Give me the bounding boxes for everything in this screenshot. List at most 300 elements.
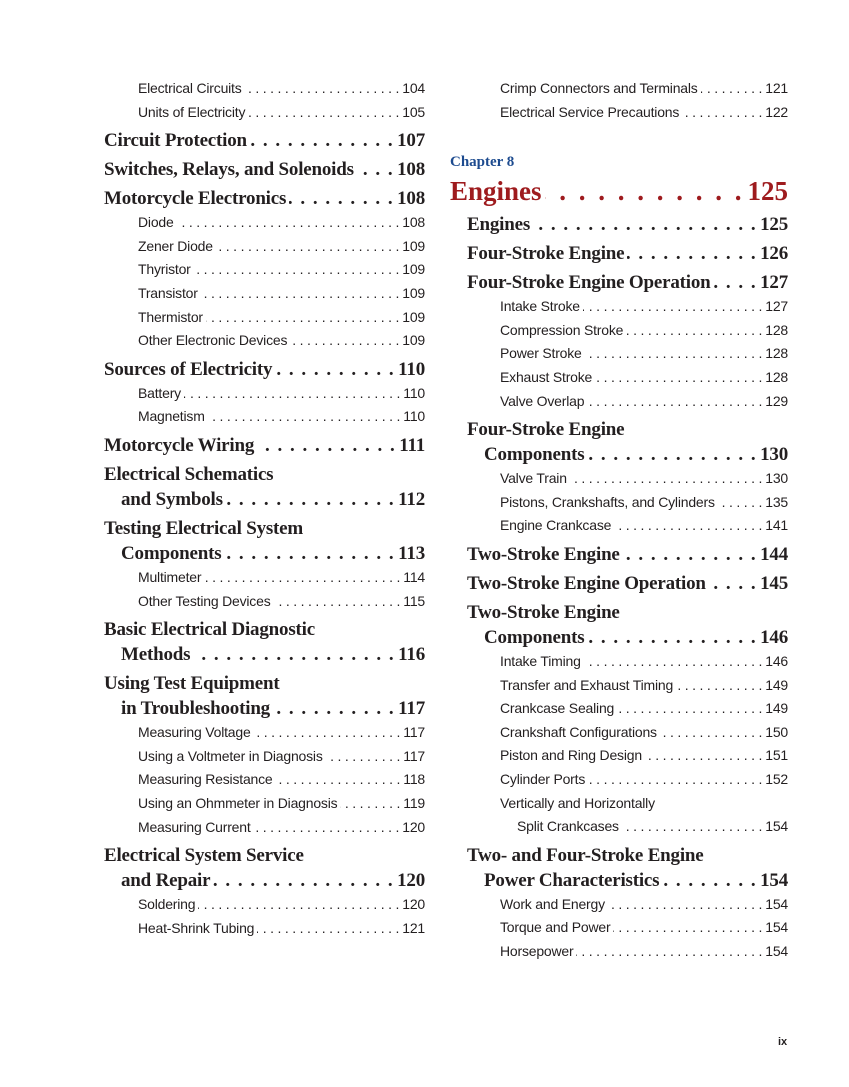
toc-entry-title: Electrical Service Precautions xyxy=(500,103,680,120)
toc-entry-title: Soldering xyxy=(138,896,196,913)
toc-entry-magnetism[interactable] xyxy=(104,405,425,429)
toc-entry-row xyxy=(467,270,788,295)
toc-entry-page: 130 xyxy=(760,444,788,466)
toc-entry-page: 127 xyxy=(765,298,788,315)
toc-entry-row xyxy=(500,893,788,917)
toc-entry-title: Multimeter xyxy=(138,568,202,585)
dot-leader xyxy=(276,768,401,792)
toc-entry-row xyxy=(500,916,788,940)
toc-entry-page: 109 xyxy=(402,237,425,254)
toc-entry-row xyxy=(138,258,425,282)
toc-entry-title-line1: Two-Stroke Engine xyxy=(467,601,620,623)
dot-leader xyxy=(273,696,395,721)
toc-entry-title: Zener Diode xyxy=(138,237,213,254)
dot-leader xyxy=(588,768,762,792)
toc-entry-circuit-protection[interactable] xyxy=(104,128,425,153)
toc-entry-title-line1: Two- and Four-Stroke Engine xyxy=(467,844,704,866)
toc-entry-row xyxy=(500,491,788,515)
toc-entry-page: 128 xyxy=(765,345,788,362)
toc-entry-title: Engines xyxy=(450,176,542,207)
toc-entry-row xyxy=(104,487,425,512)
dot-leader xyxy=(595,366,762,390)
toc-entry-title: in Troubleshooting xyxy=(121,698,270,720)
toc-entry-row xyxy=(467,442,788,467)
dot-leader xyxy=(245,77,400,101)
toc-entry-title: Heat-Shrink Tubing xyxy=(138,919,255,936)
dot-leader xyxy=(587,390,762,414)
dot-leader xyxy=(216,235,399,259)
toc-entry-title: and Repair xyxy=(121,870,211,892)
toc-entry-row xyxy=(500,815,788,839)
toc-entry-row xyxy=(138,211,425,235)
toc-entry-crankcase-sealing[interactable] xyxy=(450,697,788,721)
toc-entry-title: Other Testing Devices xyxy=(138,592,271,609)
toc-entry-row xyxy=(104,696,425,721)
toc-entry-page: 120 xyxy=(397,870,425,892)
toc-entry-title: Horsepower xyxy=(500,942,574,959)
toc-entry-page: 117 xyxy=(403,747,425,764)
toc-entry-switches-relays-and-solenoids[interactable] xyxy=(104,157,425,182)
toc-entry-soldering[interactable] xyxy=(104,893,425,917)
toc-entry-electrical-circuits[interactable] xyxy=(104,77,425,101)
toc-entry-row xyxy=(467,542,788,567)
toc-entry-title-line1: Basic Electrical Diagnostic xyxy=(104,619,315,641)
dot-leader xyxy=(627,241,757,266)
dot-leader xyxy=(570,467,762,491)
dot-leader xyxy=(623,542,757,567)
toc-entry-row xyxy=(104,642,425,667)
toc-entry-row xyxy=(500,940,788,964)
toc-entry-transfer-and-exhaust-timing[interactable] xyxy=(450,674,788,698)
dot-leader xyxy=(248,101,399,125)
toc-entry-title: Cylinder Ports xyxy=(500,770,586,787)
dot-leader xyxy=(257,433,396,458)
toc-entry-title-line1: Vertically and Horizontally xyxy=(500,794,655,811)
toc-entry-row xyxy=(138,101,425,125)
toc-entry-page: 146 xyxy=(765,652,788,669)
toc-entry-other-electronic-devices[interactable] xyxy=(104,329,425,353)
toc-entry-page: 119 xyxy=(403,794,425,811)
toc-entry-cylinder-ports[interactable] xyxy=(450,768,788,792)
toc-entry-page: 109 xyxy=(402,261,425,278)
dot-leader xyxy=(626,319,762,343)
toc-entry-vertically-and-horizontally[interactable] xyxy=(450,792,788,839)
toc-entry-page: 120 xyxy=(402,818,425,835)
toc-entry-title: Transistor xyxy=(138,284,198,301)
toc-entry-page: 128 xyxy=(765,321,788,338)
toc-entry-page: 107 xyxy=(397,130,425,152)
toc-entry-title: Electrical Circuits xyxy=(138,80,242,96)
toc-entry-engines[interactable] xyxy=(450,212,788,237)
toc-entry-title: Switches, Relays, and Solenoids xyxy=(104,159,354,181)
toc-entry-page: 109 xyxy=(402,284,425,301)
toc-entry-row xyxy=(104,433,425,458)
toc-entry-row xyxy=(104,186,425,211)
dot-leader xyxy=(613,916,762,940)
toc-entry-four-stroke-engine[interactable] xyxy=(450,417,788,467)
toc-entry-page: 113 xyxy=(398,542,425,564)
dot-leader xyxy=(290,329,399,353)
toc-entry-measuring-current[interactable] xyxy=(104,816,425,840)
toc-entry-motorcycle-electronics[interactable] xyxy=(104,186,425,211)
toc-entry-title: Work and Energy xyxy=(500,895,605,912)
toc-entry-page: 117 xyxy=(403,724,425,741)
dot-leader xyxy=(660,721,762,745)
dot-leader xyxy=(676,674,762,698)
toc-entry-row xyxy=(138,306,425,330)
toc-entry-page: 149 xyxy=(765,676,788,693)
toc-entry-page: 111 xyxy=(399,434,425,456)
toc-entry-page: 109 xyxy=(402,308,425,325)
dot-leader xyxy=(587,625,757,650)
toc-entry-page: 135 xyxy=(765,493,788,510)
toc-entry-two-and-four-stroke-engine[interactable] xyxy=(450,843,788,893)
dot-leader xyxy=(224,541,395,566)
toc-entry-page: 152 xyxy=(765,770,788,787)
dot-leader xyxy=(194,258,400,282)
toc-entry-work-and-energy[interactable] xyxy=(450,893,788,917)
toc-entry-title: Magnetism xyxy=(138,408,205,425)
toc-entry-title: Methods xyxy=(121,644,191,666)
toc-entry-title: Sources of Electricity xyxy=(104,358,273,380)
toc-entry-row xyxy=(138,405,425,429)
dot-leader xyxy=(275,357,395,382)
toc-entry-sources-of-electricity[interactable] xyxy=(104,357,425,382)
toc-entry-page: 114 xyxy=(403,568,425,585)
page-number: ix xyxy=(778,1036,788,1048)
toc-entry-page: 110 xyxy=(403,408,425,425)
toc-entry-transistor[interactable] xyxy=(104,282,425,306)
toc-entry-engine-crankcase[interactable] xyxy=(450,514,788,538)
toc-entry-title: Split Crankcases xyxy=(517,818,619,835)
dot-leader xyxy=(254,721,401,745)
toc-entry-row xyxy=(500,467,788,491)
toc-entry-row xyxy=(138,792,425,816)
toc-entry-units-of-electricity[interactable] xyxy=(104,101,425,125)
toc-entry-title: Two-Stroke Engine xyxy=(467,543,620,565)
toc-entry-title: Engine Crankcase xyxy=(500,517,612,534)
toc-entry-measuring-resistance[interactable] xyxy=(104,768,425,792)
toc-entry-row xyxy=(104,541,425,566)
toc-entry-title: Two-Stroke Engine Operation xyxy=(467,572,706,594)
dot-leader xyxy=(617,697,762,721)
dot-leader xyxy=(576,940,762,964)
toc-entry-page: 116 xyxy=(398,644,425,666)
toc-entry-row xyxy=(500,319,788,343)
dot-leader xyxy=(585,342,763,366)
dot-leader xyxy=(714,270,758,295)
toc-entry-row xyxy=(138,382,425,406)
toc-entry-title-line1: Testing Electrical System xyxy=(104,517,304,539)
toc-entry-measuring-voltage[interactable] xyxy=(104,721,425,745)
toc-entry-page: 129 xyxy=(765,392,788,409)
toc-entry-using-a-voltmeter-in-diagnosis[interactable] xyxy=(104,745,425,769)
dot-leader xyxy=(289,186,394,211)
toc-entry-title: Components xyxy=(484,444,585,466)
toc-entry-page: 151 xyxy=(765,747,788,764)
toc-entry-row xyxy=(500,697,788,721)
toc-entry-exhaust-stroke[interactable] xyxy=(450,366,788,390)
toc-entry-thyristor[interactable] xyxy=(104,258,425,282)
toc-entry-crimp-connectors-and-terminals[interactable] xyxy=(450,77,788,101)
toc-entry-multimeter[interactable] xyxy=(104,566,425,590)
toc-entry-page: 115 xyxy=(403,592,425,609)
dot-leader xyxy=(184,382,400,406)
toc-entry-row xyxy=(500,674,788,698)
toc-entry-page: 108 xyxy=(397,159,425,181)
toc-entry-page: 108 xyxy=(402,214,425,231)
toc-entry-title: Transfer and Exhaust Timing xyxy=(500,676,674,693)
toc-entry-electrical-schematics[interactable] xyxy=(104,462,425,512)
toc-entry-title: Measuring Voltage xyxy=(138,724,251,741)
toc-entry-row xyxy=(450,174,788,208)
toc-entry-row xyxy=(138,77,425,101)
toc-entry-title: Power Characteristics xyxy=(484,869,660,891)
toc-entry-title-line1: Electrical System Service xyxy=(104,845,304,867)
dot-leader xyxy=(614,514,762,538)
toc-entry-heat-shrink-tubing[interactable] xyxy=(104,917,425,941)
toc-entry-valve-overlap[interactable] xyxy=(450,390,788,414)
toc-entry-valve-train[interactable] xyxy=(450,467,788,491)
dot-leader xyxy=(208,405,401,429)
dot-leader xyxy=(645,744,762,768)
dot-leader xyxy=(204,566,400,590)
toc-entry-title: Crimp Connectors and Terminals xyxy=(500,80,698,96)
dot-leader xyxy=(662,868,757,893)
dot-leader xyxy=(257,917,399,941)
toc-entry-page: 125 xyxy=(760,214,788,236)
toc-entry-row xyxy=(500,768,788,792)
toc-entry-title: Units of Electricity xyxy=(138,103,246,120)
toc-entry-row xyxy=(138,768,425,792)
toc-entry-row xyxy=(138,329,425,353)
toc-entry-title: Using an Ohmmeter in Diagnosis xyxy=(138,794,338,811)
dot-leader xyxy=(584,650,763,674)
toc-entry-page: 150 xyxy=(765,723,788,740)
toc-entry-title: Crankshaft Configurations xyxy=(500,723,657,740)
dot-leader xyxy=(340,792,400,816)
toc-entry-page: 108 xyxy=(397,188,425,210)
toc-entry-page: 112 xyxy=(398,488,425,510)
toc-entry-title-line1: Electrical Schematics xyxy=(104,463,274,485)
toc-entry-other-testing-devices[interactable] xyxy=(104,590,425,614)
toc-entry-title: Torque and Power xyxy=(500,919,611,936)
toc-entry-page: 110 xyxy=(398,358,425,380)
toc-entry-row xyxy=(138,893,425,917)
toc-entry-row xyxy=(500,514,788,538)
toc-entry-title: Motorcycle Wiring xyxy=(104,434,255,456)
toc-entry-page: 154 xyxy=(765,895,788,912)
toc-right-column xyxy=(450,77,788,963)
toc-entry-title-line1: Four-Stroke Engine xyxy=(467,419,625,441)
toc-entry-title: Engines xyxy=(467,214,531,236)
toc-entry-page: 154 xyxy=(760,869,788,891)
toc-entry-engines[interactable] xyxy=(450,174,788,208)
toc-entry-title: Piston and Ring Design xyxy=(500,747,642,764)
toc-entry-title: Four-Stroke Engine Operation xyxy=(467,272,711,294)
toc-entry-pistons-crankshafts-and-cylinders[interactable] xyxy=(450,491,788,515)
toc-entry-title: Components xyxy=(121,542,222,564)
toc-entry-intake-stroke[interactable] xyxy=(450,295,788,319)
dot-leader xyxy=(718,491,762,515)
toc-entry-title: Intake Timing xyxy=(500,652,581,669)
toc-entry-page: 126 xyxy=(760,243,788,265)
toc-entry-title: Four-Stroke Engine xyxy=(467,243,625,265)
dot-leader xyxy=(701,77,763,101)
dot-leader xyxy=(545,174,745,208)
toc-entry-row xyxy=(500,390,788,414)
toc-entry-page: 120 xyxy=(402,896,425,913)
toc-entry-row xyxy=(467,571,788,596)
toc-entry-page: 130 xyxy=(765,470,788,487)
toc-entry-testing-electrical-system[interactable] xyxy=(104,516,425,566)
toc-left-column xyxy=(104,77,425,940)
toc-entry-row xyxy=(138,816,425,840)
toc-entry-page: 121 xyxy=(765,80,788,96)
toc-entry-row xyxy=(138,917,425,941)
toc-entry-row xyxy=(104,157,425,182)
dot-leader xyxy=(177,211,400,235)
toc-entry-row xyxy=(138,745,425,769)
toc-entry-page: 109 xyxy=(402,332,425,349)
toc-entry-row xyxy=(138,566,425,590)
toc-entry-two-stroke-engine[interactable] xyxy=(450,542,788,567)
toc-entry-row xyxy=(500,77,788,101)
toc-entry-row xyxy=(467,625,788,650)
toc-entry-two-stroke-engine[interactable] xyxy=(450,600,788,650)
dot-leader xyxy=(357,157,394,182)
toc-entry-title: Components xyxy=(484,626,585,648)
toc-entry-zener-diode[interactable] xyxy=(104,235,425,259)
dot-leader xyxy=(226,487,395,512)
toc-entry-page: 118 xyxy=(403,771,425,788)
toc-entry-row xyxy=(500,744,788,768)
toc-entry-basic-electrical-diagnostic[interactable] xyxy=(104,617,425,667)
toc-entry-thermistor[interactable] xyxy=(104,306,425,330)
toc-entry-row xyxy=(138,590,425,614)
toc-entry-page: 128 xyxy=(765,368,788,385)
toc-entry-page: 117 xyxy=(398,698,425,720)
dot-leader xyxy=(193,642,395,667)
toc-entry-title: Intake Stroke xyxy=(500,298,580,315)
toc-entry-horsepower[interactable] xyxy=(450,940,788,964)
toc-entry-title: Using a Voltmeter in Diagnosis xyxy=(138,747,323,764)
toc-entry-electrical-service-precautions[interactable] xyxy=(450,101,788,125)
toc-entry-row xyxy=(500,342,788,366)
toc-entry-page: 154 xyxy=(765,919,788,936)
toc-entry-page: 145 xyxy=(760,572,788,594)
toc-entry-row xyxy=(500,650,788,674)
toc-entry-row xyxy=(138,235,425,259)
toc-entry-page: 104 xyxy=(402,80,425,96)
toc-entry-page: 122 xyxy=(765,103,788,120)
toc-entry-power-stroke[interactable] xyxy=(450,342,788,366)
toc-entry-title: Pistons, Crankshafts, and Cylinders xyxy=(500,493,715,510)
toc-entry-title: Circuit Protection xyxy=(104,130,247,152)
dot-leader xyxy=(709,571,757,596)
toc-entry-title: Valve Train xyxy=(500,470,567,487)
dot-leader xyxy=(587,442,757,467)
toc-entry-row xyxy=(467,212,788,237)
toc-entry-page: 149 xyxy=(765,700,788,717)
toc-entry-diode[interactable] xyxy=(104,211,425,235)
toc-entry-title: Power Stroke xyxy=(500,345,582,362)
toc-entry-title: Motorcycle Electronics xyxy=(104,188,287,210)
toc-entry-title: Measuring Resistance xyxy=(138,771,273,788)
dot-leader xyxy=(250,128,394,153)
toc-entry-page: 105 xyxy=(402,103,425,120)
dot-leader xyxy=(198,893,399,917)
toc-entry-intake-timing[interactable] xyxy=(450,650,788,674)
dot-leader xyxy=(326,745,401,769)
toc-entry-crankshaft-configurations[interactable] xyxy=(450,721,788,745)
dot-leader xyxy=(533,212,757,237)
dot-leader xyxy=(583,295,762,319)
toc-entry-title: Other Electronic Devices xyxy=(138,332,288,349)
chapter-label: Chapter 8 xyxy=(450,154,515,171)
toc-entry-piston-and-ring-design[interactable] xyxy=(450,744,788,768)
toc-entry-row xyxy=(467,241,788,266)
toc-entry-two-stroke-engine-operation[interactable] xyxy=(450,571,788,596)
toc-entry-page: 110 xyxy=(403,384,425,401)
dot-leader xyxy=(206,306,399,330)
dot-leader xyxy=(254,816,400,840)
toc-entry-title: Battery xyxy=(138,384,181,401)
toc-entry-page: 146 xyxy=(760,626,788,648)
dot-leader xyxy=(622,815,762,839)
toc-entry-page: 125 xyxy=(747,176,788,207)
toc-entry-title: Diode xyxy=(138,214,174,231)
toc-entry-title: and Symbols xyxy=(121,488,223,510)
toc-entry-title: Crankcase Sealing xyxy=(500,700,615,717)
toc-entry-row xyxy=(500,101,788,125)
toc-entry-using-an-ohmmeter-in-diagnosis[interactable] xyxy=(104,792,425,816)
toc-entry-title: Measuring Current xyxy=(138,818,251,835)
toc-entry-motorcycle-wiring[interactable] xyxy=(104,433,425,458)
toc-entry-four-stroke-engine[interactable] xyxy=(450,241,788,266)
toc-entry-title: Exhaust Stroke xyxy=(500,368,593,385)
toc-entry-four-stroke-engine-operation[interactable] xyxy=(450,270,788,295)
toc-entry-title: Valve Overlap xyxy=(500,392,585,409)
toc-entry-page: 154 xyxy=(765,818,788,835)
toc-entry-electrical-system-service[interactable] xyxy=(104,843,425,893)
toc-entry-using-test-equipment[interactable] xyxy=(104,671,425,721)
toc-entry-row xyxy=(500,295,788,319)
toc-entry-row xyxy=(138,282,425,306)
toc-entry-page: 144 xyxy=(760,543,788,565)
toc-entry-title: Compression Stroke xyxy=(500,321,624,338)
toc-entry-title: Thyristor xyxy=(138,261,191,278)
dot-leader xyxy=(682,101,762,125)
toc-entry-page: 121 xyxy=(402,919,425,936)
toc-entry-row xyxy=(104,868,425,893)
toc-entry-row xyxy=(104,128,425,153)
toc-entry-page: 127 xyxy=(760,272,788,294)
toc-entry-row xyxy=(500,721,788,745)
toc-entry-page: 141 xyxy=(765,517,788,534)
toc-entry-page: 154 xyxy=(765,942,788,959)
dot-leader xyxy=(274,590,401,614)
toc-entry-row xyxy=(467,868,788,893)
dot-leader xyxy=(213,868,394,893)
toc-entry-torque-and-power[interactable] xyxy=(450,916,788,940)
dot-leader xyxy=(201,282,400,306)
toc-entry-title-line1: Using Test Equipment xyxy=(104,673,280,695)
toc-entry-battery[interactable] xyxy=(104,382,425,406)
toc-entry-title: Thermistor xyxy=(138,308,203,325)
toc-entry-row xyxy=(104,357,425,382)
toc-entry-compression-stroke[interactable] xyxy=(450,319,788,343)
